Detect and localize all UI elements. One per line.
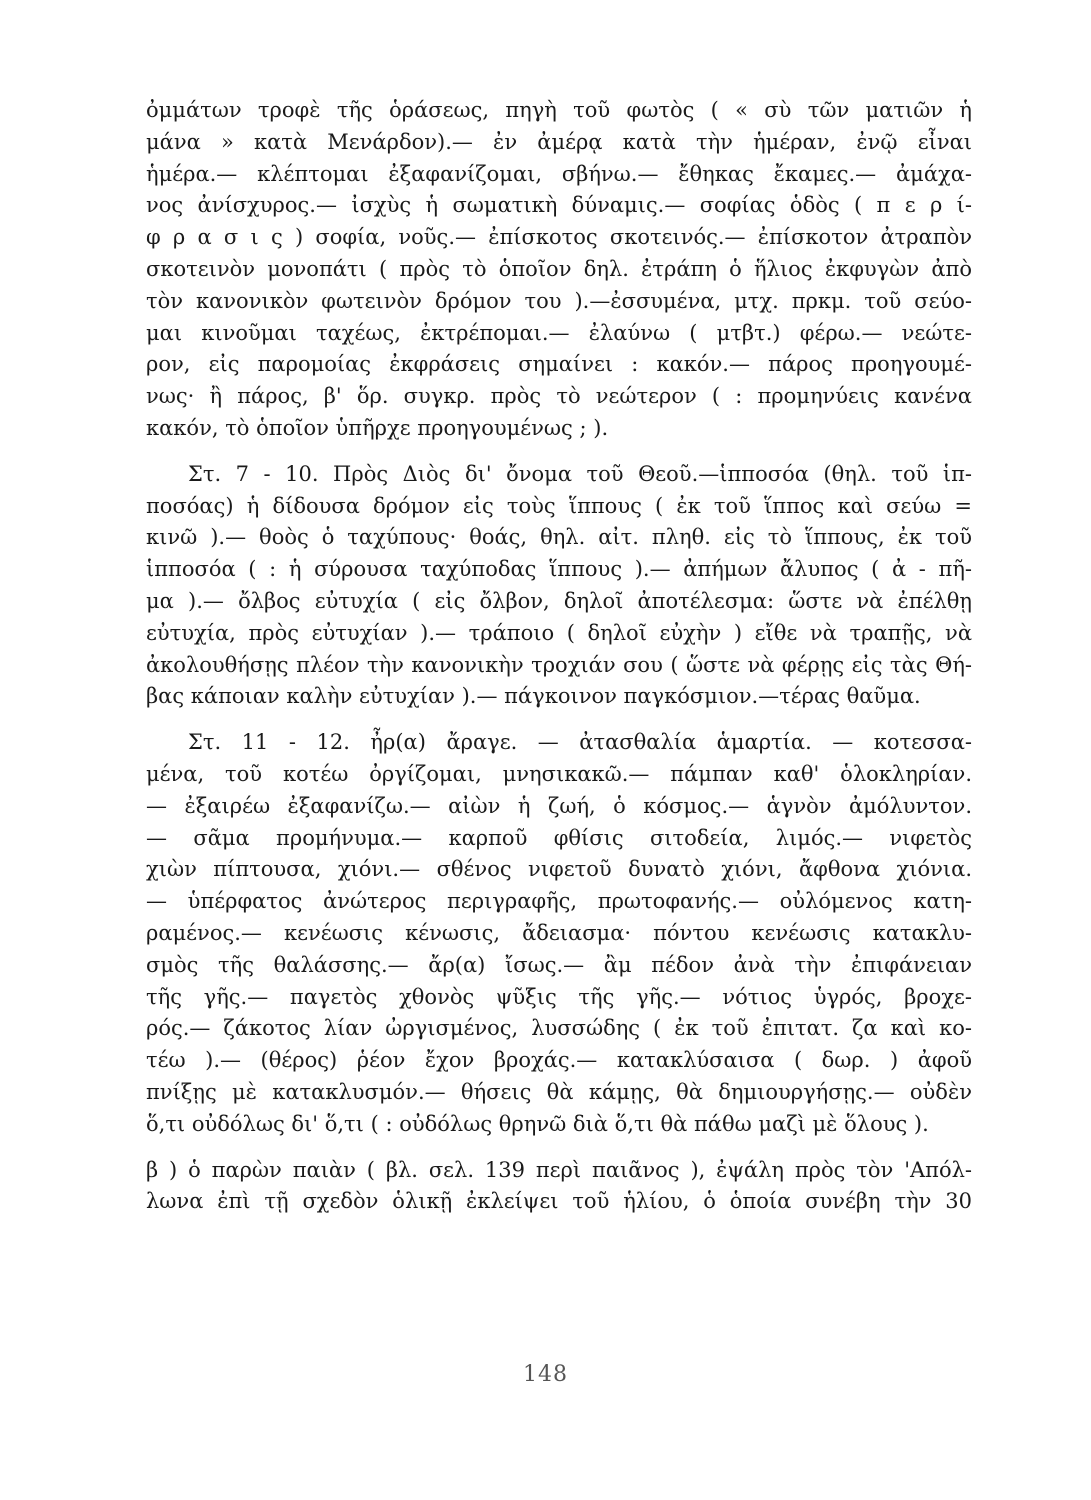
text-line: μένα, τοῦ κοτέω ὀργίζομαι, μνησικακῶ.— πάμπαν καθ' ὁλοκληρίαν. bbox=[146, 761, 972, 786]
text-line: Στ. 11 - 12. ἦρ(α) ἄραγε. — ἀτασθαλία ἁμαρτία. — κοτεσσα- bbox=[188, 730, 972, 755]
text-line: νως· ἢ πάρος, β' ὅρ. συγκρ. πρὸς τὸ νεώτερον ( : προμηνύεις κανένα bbox=[146, 384, 972, 409]
text-line: κακόν, τὸ ὁποῖον ὑπῆρχε προηγουμένως ; ). bbox=[146, 415, 609, 440]
paragraph-notes-intro bbox=[146, 95, 972, 445]
paragraph-section-b bbox=[146, 1155, 972, 1219]
text-line: εὐτυχία, πρὸς εὐτυχίαν ).— τράποιο ( δηλοῖ εὐχὴν ) εἴθε νὰ τραπῇς, νὰ bbox=[146, 620, 972, 645]
text-line: τὸν κανονικὸν φωτεινὸν δρόμον του ).—ἐσσυμένα, μτχ. πρκμ. τοῦ σεύο- bbox=[146, 288, 972, 313]
text-line: ἱπποσόα ( : ἡ σύρουσα ταχύποδας ἵππους ).— ἀπήμων ἄλυπος ( ἀ - πῆ- bbox=[146, 557, 972, 582]
text-line: ποσόας) ἡ δίδουσα δρόμον εἰς τοὺς ἵππους ( ἐκ τοῦ ἵππος καὶ σεύω = bbox=[146, 493, 972, 518]
text-line: τῆς γῆς.— παγετὸς χθονὸς ψῦξις τῆς γῆς.— νότιος ὑγρός, βροχε- bbox=[146, 984, 972, 1009]
text-line: — ἐξαιρέω ἐξαφανίζω.— αἰὼν ἡ ζωή, ὁ κόσμος.— ἁγνὸν ἀμόλυντον. bbox=[146, 793, 972, 818]
paragraph-verses-7-10 bbox=[146, 459, 972, 713]
text-line: — ὑπέρφατος ἀνώτερος περιγραφῆς, πρωτοφανής.— οὐλόμενος κατη- bbox=[146, 889, 972, 914]
text-line: ραμένος.— κενέωσις κένωσις, ἄδειασμα· πόντου κενέωσις κατακλυ- bbox=[146, 920, 972, 945]
text-line: χιὼν πίπτουσα, χιόνι.— σθένος νιφετοῦ δυνατὸ χιόνι, ἄφθονα χιόνια. bbox=[146, 857, 972, 882]
page-number: 148 bbox=[523, 1362, 568, 1387]
text-line: πνίξῃς μὲ κατακλυσμόν.— θήσεις θὰ κάμῃς, θὰ δημιουργήσῃς.— οὐδὲν bbox=[146, 1079, 972, 1104]
commentary-text bbox=[146, 95, 972, 1218]
text-line: μάνα » κατὰ Μενάρδον).— ἐν ἀμέρᾳ κατὰ τὴν ἡμέραν, ἐνῷ εἶναι bbox=[146, 129, 972, 154]
text-line: ἀκολουθήσῃς πλέον τὴν κανονικὴν τροχιάν σου ( ὥστε νὰ φέρῃς εἰς τὰς Θή- bbox=[146, 652, 972, 677]
text-line: — σᾶμα προμήνυμα.— καρποῦ φθίσις σιτοδεία, λιμός.— νιφετὸς bbox=[146, 825, 972, 850]
text-line: ρον, εἰς παρομοίας ἐκφράσεις σημαίνει : κακόν.— πάρος προηγουμέ- bbox=[146, 352, 972, 377]
text-line: φ ρ α σ ι ς ) σοφία, νοῦς.— ἐπίσκοτος σκοτεινός.— ἐπίσκοτον ἀτραπὸν bbox=[146, 225, 972, 250]
text-line: ὀμμάτων τροφὲ τῆς ὁράσεως, πηγὴ τοῦ φωτὸς ( « σὺ τῶν ματιῶν ἡ bbox=[146, 98, 972, 122]
text-line: μαι κινοῦμαι ταχέως, ἐκτρέπομαι.— ἐλαύνω ( μτβτ.) φέρω.— νεώτε- bbox=[146, 320, 972, 345]
text-line: σκοτεινὸν μονοπάτι ( πρὸς τὸ ὁποῖον δηλ. ἐτράπη ὁ ἥλιος ἐκφυγὼν ἀπὸ bbox=[146, 256, 972, 281]
text-line: σμὸς τῆς θαλάσσης.— ἄρ(α) ἴσως.— ἂμ πέδον ἀνὰ τὴν ἐπιφάνειαν bbox=[146, 952, 972, 977]
text-line: β ) ὁ παρὼν παιὰν ( βλ. σελ. 139 περὶ παιᾶνος ), ἐψάλη πρὸς τὸν 'Απόλ- bbox=[146, 1157, 972, 1182]
text-line: ρός.— ζάκοτος λίαν ὠργισμένος, λυσσώδης ( ἐκ τοῦ ἐπιτατ. ζα καὶ κο- bbox=[146, 1016, 972, 1041]
text-line: κινῶ ).— θοὸς ὁ ταχύπους· θοάς, θηλ. αἰτ. πληθ. εἰς τὸ ἵππους, ἐκ τοῦ bbox=[146, 525, 972, 550]
paragraph-verses-11-12 bbox=[146, 727, 972, 1140]
text-line: λωνα ἐπὶ τῇ σχεδὸν ὁλικῇ ἐκλείψει τοῦ ἡλίου, ὁ ὁποία συνέβη τὴν 30 bbox=[146, 1189, 972, 1214]
text-line: μα ).— ὄλβος εὐτυχία ( εἰς ὄλβον, δηλοῖ ἀποτέλεσμα: ὥστε νὰ ἐπέλθῃ bbox=[146, 588, 972, 613]
text-line: ἡμέρα.— κλέπτομαι ἐξαφανίζομαι, σβήνω.— ἔθηκας ἔκαμες.— ἀμάχα- bbox=[146, 161, 972, 186]
text-line: Στ. 7 - 10. Πρὸς Διὸς δι' ὄνομα τοῦ Θεοῦ.—ἱπποσόα (θηλ. τοῦ ἱπ- bbox=[188, 461, 972, 486]
text-line: τέω ).— (θέρος) ῥέον ἔχον βροχάς.— κατακλύσαισα ( δωρ. ) ἀφοῦ bbox=[146, 1048, 972, 1073]
text-line: βας κάποιαν καλὴν εὐτυχίαν ).— πάγκοινον παγκόσμιον.—τέρας θαῦμα. bbox=[146, 684, 921, 709]
text-line: νος ἀνίσχυρος.— ἰσχὺς ἡ σωματικὴ δύναμις.— σοφίας ὁδὸς ( π ε ρ ί- bbox=[146, 193, 972, 218]
text-line: ὅ,τι οὐδόλως δι' ὅ,τι ( : οὐδόλως θρηνῶ διὰ ὅ,τι θὰ πάθω μαζὶ μὲ ὅλους ). bbox=[146, 1111, 929, 1136]
